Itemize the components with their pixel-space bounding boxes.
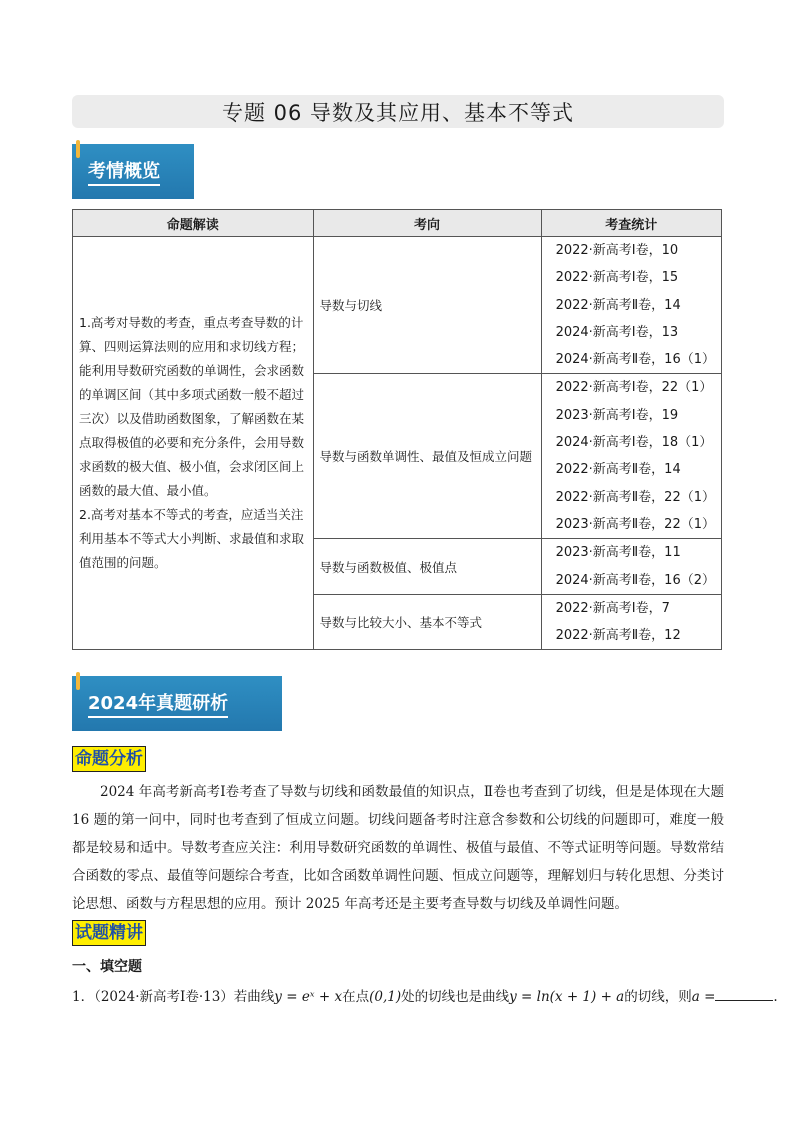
stat-line: 2022·新高考Ⅱ卷，14 [555,297,681,313]
table-header-reading: 命题解读 [73,210,314,237]
badge-tab-icon [76,140,80,158]
equation-2: y = ln(x + 1) + a [509,989,625,1005]
stat-line: 2022·新高考Ⅱ卷，12 [555,628,681,644]
stat-line: 2022·新高考Ⅱ卷，14 [555,462,681,478]
stat-line: 2024·新高考Ⅰ卷，13 [555,324,679,340]
question-number: 1． [72,989,95,1005]
question-text: 处的切线也是曲线 [401,989,510,1005]
stat-line: 2022·新高考Ⅱ卷，22（1） [555,489,715,505]
point: (0,1) [369,989,402,1005]
reading-para-1: 1.高考对导数的考查，重点考查导数的计算、四则运算法则的应用和求切线方程；能利用导数研究函数的单调性，会求函数的单调区间（其中多项式函数一般不超过三次）以及借助函数图象，了解函数在某点取得极值的必要和充分条件，会用导数求函数的极大值、极小值，会求闭区间上函数的最大值、最小值。 [79,315,305,499]
question-end: . [773,989,778,1005]
stat-line: 2023·新高考Ⅰ卷，19 [555,407,679,423]
stat-line: 2024·新高考Ⅰ卷，18（1） [555,435,713,451]
stat-line: 2023·新高考Ⅱ卷，11 [555,545,681,561]
section-badge-2024 [72,676,282,731]
table-header-stats: 考查统计 [541,210,721,237]
stat-line: 2023·新高考Ⅱ卷，22（1） [555,516,715,532]
stats-cell [541,539,721,595]
page-title: 专题 06 导数及其应用、基本不等式 [72,95,724,128]
direction-cell: 导数与函数极值、极值点 [313,539,541,595]
reading-para-2: 2.高考对基本不等式的考查，应适当关注利用基本不等式大小判断、求最值和求取值范围的问题。 [79,507,305,571]
stat-line: 2022·新高考Ⅰ卷，10 [555,243,679,258]
question-1 [72,985,778,1005]
section-heading-fill: 一、填空题 [72,959,142,975]
section-label: 2024年真题研析 [88,689,228,718]
variable-a: a = [691,989,716,1005]
overview-table [72,209,722,650]
table-header-direction: 考向 [313,210,541,237]
stat-line: 2022·新高考Ⅰ卷，15 [555,270,679,286]
stat-line: 2024·新高考Ⅱ卷，16（1） [555,352,715,368]
stat-line: 2022·新高考Ⅰ卷，7 [555,600,670,616]
question-text: 若曲线 [233,989,275,1005]
direction-cell: 导数与函数单调性、最值及恒成立问题 [313,374,541,539]
question-source: （2024·新高考Ⅰ卷·13） [94,989,234,1005]
reading-cell [73,237,314,650]
question-text: 在点 [342,989,370,1005]
stats-cell [541,237,721,374]
question-text: 的切线，则 [624,989,692,1005]
badge-tab-icon [76,672,80,690]
analysis-paragraph: 2024 年高考新高考Ⅰ卷考查了导数与切线和函数最值的知识点，Ⅱ卷也考查到了切线，但是是体现在大题 16 题的第一问中，同时也考查到了恒成立问题。切线问题备考时注意含参数和公切线的问题即可，难度一般都是较易和适中。导数考查应关注：利用导数研究函数的单调性、极值与最值、不等式证明等问题。导数常结合函数的零点、最值等问题综合考查，比如含函数单调性问题、恒成立问题等，理解划归与转化思想、分类讨论思想、函数与方程思想的应用。预计 2025 年高考还是主要考查导数与切线及单调性问题。 [72,784,724,912]
section-badge-overview [72,144,194,199]
equation-1: y = eˣ + x [274,989,343,1005]
direction-cell: 导数与比较大小、基本不等式 [313,594,541,650]
direction-cell: 导数与切线 [313,237,541,374]
stats-cell [541,594,721,650]
answer-blank[interactable] [715,988,773,1001]
stat-line: 2024·新高考Ⅱ卷，16（2） [555,572,715,588]
section-label: 考情概览 [88,157,160,186]
tag-analysis: 命题分析 [72,746,146,772]
stat-line: 2022·新高考Ⅰ卷，22（1） [555,380,713,396]
tag-lecture: 试题精讲 [72,920,146,946]
stats-cell [541,374,721,539]
